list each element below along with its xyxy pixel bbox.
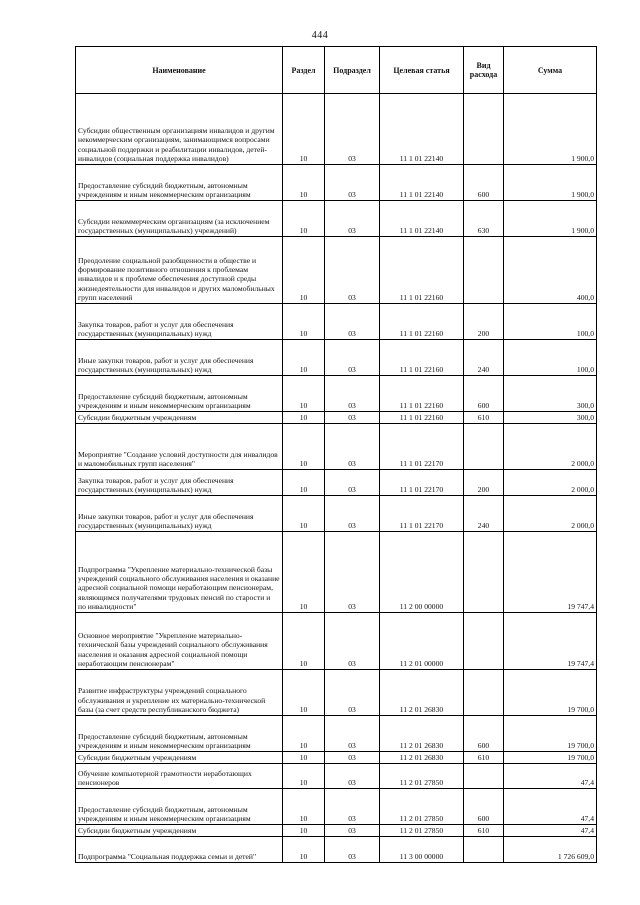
- row-name-cell: Предоставление субсидий бюджетным, автономным учреждениям и иным некоммерческим организациям: [76, 716, 283, 752]
- row-name-cell: Иные закупки товаров, работ и услуг для обеспечения государственных (муниципальных) нужд: [76, 340, 283, 376]
- row-expense-type-cell: 610: [464, 825, 504, 837]
- row-expense-type-cell: 600: [464, 376, 504, 412]
- row-target-cell: 11 2 00 00000: [380, 532, 464, 613]
- row-target-cell: 11 1 01 22170: [380, 496, 464, 532]
- row-target-cell: 11 1 01 22140: [380, 94, 464, 165]
- row-section-cell: 10: [283, 412, 325, 424]
- row-name-cell: Подпрограмма "Социальная поддержка семьи и детей": [76, 837, 283, 863]
- row-section-cell: 10: [283, 752, 325, 764]
- row-name-cell: Развитие инфраструктуры учреждений социального обслуживания и укрепление их материально-технической базы (за счет средств республиканского бюджета): [76, 670, 283, 716]
- row-target-cell: 11 1 01 22170: [380, 470, 464, 496]
- row-expense-type-cell: 630: [464, 201, 504, 237]
- row-name-cell: Основное мероприятие "Укрепление материально-технической базы учреждений социального обслуживания населения и оказания адресной социальной помощи неработающим пенсионерам": [76, 613, 283, 670]
- header-expense-type: Вид расхода: [464, 47, 504, 94]
- row-target-cell: 11 1 01 22160: [380, 304, 464, 340]
- row-subsection-cell: 03: [325, 825, 380, 837]
- table-row: [76, 412, 597, 424]
- row-section-cell: 10: [283, 340, 325, 376]
- row-section-cell: 10: [283, 613, 325, 670]
- row-name-cell: Субсидии бюджетным учреждениям: [76, 752, 283, 764]
- row-target-cell: 11 2 01 27850: [380, 789, 464, 825]
- row-section-cell: 10: [283, 789, 325, 825]
- row-target-cell: 11 1 01 22160: [380, 237, 464, 304]
- row-amount-cell: 19 700,0: [504, 716, 597, 752]
- table-header-row: [76, 47, 597, 94]
- row-name-cell: Иные закупки товаров, работ и услуг для обеспечения государственных (муниципальных) нужд: [76, 496, 283, 532]
- table-row: [76, 613, 597, 670]
- row-target-cell: 11 1 01 22160: [380, 376, 464, 412]
- table-row: [76, 340, 597, 376]
- table-row: [76, 201, 597, 237]
- row-subsection-cell: 03: [325, 412, 380, 424]
- row-amount-cell: 1 900,0: [504, 165, 597, 201]
- row-amount-cell: 300,0: [504, 376, 597, 412]
- row-section-cell: 10: [283, 764, 325, 789]
- row-name-cell: Закупка товаров, работ и услуг для обеспечения государственных (муниципальных) нужд: [76, 304, 283, 340]
- table-row: [76, 789, 597, 825]
- row-amount-cell: 400,0: [504, 237, 597, 304]
- row-section-cell: 10: [283, 237, 325, 304]
- row-expense-type-cell: 600: [464, 165, 504, 201]
- row-expense-type-cell: 600: [464, 716, 504, 752]
- row-target-cell: 11 3 00 00000: [380, 837, 464, 863]
- header-amount: Сумма: [504, 47, 597, 94]
- table-row: [76, 376, 597, 412]
- row-name-cell: Субсидии бюджетным учреждениям: [76, 412, 283, 424]
- row-expense-type-cell: [464, 764, 504, 789]
- row-name-cell: Предоставление субсидий бюджетным, автономным учреждениям и иным некоммерческим организациям: [76, 789, 283, 825]
- row-expense-type-cell: 200: [464, 470, 504, 496]
- row-expense-type-cell: 240: [464, 340, 504, 376]
- row-expense-type-cell: [464, 424, 504, 470]
- row-name-cell: Субсидии бюджетным учреждениям: [76, 825, 283, 837]
- row-section-cell: 10: [283, 470, 325, 496]
- table-row: [76, 165, 597, 201]
- row-subsection-cell: 03: [325, 837, 380, 863]
- row-expense-type-cell: 610: [464, 752, 504, 764]
- row-section-cell: 10: [283, 532, 325, 613]
- row-subsection-cell: 03: [325, 165, 380, 201]
- row-amount-cell: 100,0: [504, 340, 597, 376]
- row-amount-cell: 1 726 609,0: [504, 837, 597, 863]
- row-target-cell: 11 1 01 22140: [380, 165, 464, 201]
- row-subsection-cell: 03: [325, 752, 380, 764]
- row-subsection-cell: 03: [325, 532, 380, 613]
- row-target-cell: 11 1 01 22160: [380, 412, 464, 424]
- row-section-cell: 10: [283, 376, 325, 412]
- row-name-cell: Преодоление социальной разобщенности в обществе и формирование позитивного отношения к проблемам инвалидов и к проблеме обеспечения доступной среды жизнедеятельности для инвалидов и других маломобильных групп населений: [76, 237, 283, 304]
- row-amount-cell: 1 900,0: [504, 94, 597, 165]
- row-expense-type-cell: 610: [464, 412, 504, 424]
- row-amount-cell: 19 747,4: [504, 613, 597, 670]
- row-target-cell: 11 1 01 22170: [380, 424, 464, 470]
- row-target-cell: 11 2 01 26830: [380, 670, 464, 716]
- row-subsection-cell: 03: [325, 94, 380, 165]
- row-subsection-cell: 03: [325, 304, 380, 340]
- row-amount-cell: 2 000,0: [504, 470, 597, 496]
- table-row: [76, 837, 597, 863]
- row-section-cell: 10: [283, 304, 325, 340]
- row-amount-cell: 47,4: [504, 825, 597, 837]
- row-expense-type-cell: [464, 94, 504, 165]
- row-subsection-cell: 03: [325, 496, 380, 532]
- row-section-cell: 10: [283, 424, 325, 470]
- row-subsection-cell: 03: [325, 789, 380, 825]
- row-section-cell: 10: [283, 165, 325, 201]
- row-target-cell: 11 1 01 22160: [380, 340, 464, 376]
- row-expense-type-cell: 200: [464, 304, 504, 340]
- row-amount-cell: 2 000,0: [504, 496, 597, 532]
- header-section: Раздел: [283, 47, 325, 94]
- table-row: [76, 670, 597, 716]
- row-target-cell: 11 2 01 26830: [380, 716, 464, 752]
- row-expense-type-cell: [464, 670, 504, 716]
- row-subsection-cell: 03: [325, 237, 380, 304]
- row-name-cell: Предоставление субсидий бюджетным, автономным учреждениям и иным некоммерческим организациям: [76, 165, 283, 201]
- row-expense-type-cell: 240: [464, 496, 504, 532]
- row-section-cell: 10: [283, 496, 325, 532]
- row-subsection-cell: 03: [325, 470, 380, 496]
- row-amount-cell: 2 000,0: [504, 424, 597, 470]
- row-name-cell: Обучение компьютерной грамотности неработающих пенсионеров: [76, 764, 283, 789]
- row-amount-cell: 100,0: [504, 304, 597, 340]
- row-subsection-cell: 03: [325, 376, 380, 412]
- table-row: [76, 532, 597, 613]
- row-subsection-cell: 03: [325, 340, 380, 376]
- row-name-cell: Предоставление субсидий бюджетным, автономным учреждениям и иным некоммерческим организациям: [76, 376, 283, 412]
- row-subsection-cell: 03: [325, 716, 380, 752]
- row-section-cell: 10: [283, 94, 325, 165]
- row-expense-type-cell: [464, 837, 504, 863]
- row-amount-cell: 19 700,0: [504, 670, 597, 716]
- header-subsection: Подраздел: [325, 47, 380, 94]
- row-section-cell: 10: [283, 716, 325, 752]
- row-name-cell: Подпрограмма "Укрепление материально-технической базы учреждений социального обслуживания населения и оказание адресной социальной помощи неработающим пенсионерам, являющимся получателями трудовых пенсий по старости и по инвалидности": [76, 532, 283, 613]
- row-amount-cell: 47,4: [504, 789, 597, 825]
- row-amount-cell: 19 747,4: [504, 532, 597, 613]
- row-name-cell: Закупка товаров, работ и услуг для обеспечения государственных (муниципальных) нужд: [76, 470, 283, 496]
- table-row: [76, 496, 597, 532]
- row-name-cell: Субсидии общественным организациям инвалидов и другим некоммерческим организациям, занимающимся вопросами социальной поддержки и реабилитации инвалидов, детей-инвалидов (социальная поддержка инвалидов): [76, 94, 283, 165]
- row-section-cell: 10: [283, 825, 325, 837]
- row-name-cell: Субсидии некоммерческим организациям (за исключением государственных (муниципальных) учреждений): [76, 201, 283, 237]
- row-target-cell: 11 2 01 27850: [380, 764, 464, 789]
- row-subsection-cell: 03: [325, 424, 380, 470]
- row-amount-cell: 1 900,0: [504, 201, 597, 237]
- row-target-cell: 11 1 01 22140: [380, 201, 464, 237]
- page-number: 444: [311, 30, 329, 41]
- row-amount-cell: 300,0: [504, 412, 597, 424]
- table-row: [76, 94, 597, 165]
- table-row: [76, 424, 597, 470]
- table-row: [76, 304, 597, 340]
- row-expense-type-cell: 600: [464, 789, 504, 825]
- row-amount-cell: 47,4: [504, 764, 597, 789]
- table-row: [76, 825, 597, 837]
- row-name-cell: Мероприятие "Создание условий доступности для инвалидов и маломобильных групп населения": [76, 424, 283, 470]
- table-body: [76, 94, 597, 863]
- table-row: [76, 716, 597, 752]
- row-section-cell: 10: [283, 201, 325, 237]
- table-row: [76, 470, 597, 496]
- row-expense-type-cell: [464, 613, 504, 670]
- header-target: Целевая статья: [380, 47, 464, 94]
- row-target-cell: 11 2 01 27850: [380, 825, 464, 837]
- table-row: [76, 752, 597, 764]
- header-name: Наименование: [76, 47, 283, 94]
- row-subsection-cell: 03: [325, 764, 380, 789]
- row-subsection-cell: 03: [325, 670, 380, 716]
- row-target-cell: 11 2 01 00000: [380, 613, 464, 670]
- row-expense-type-cell: [464, 237, 504, 304]
- row-target-cell: 11 2 01 26830: [380, 752, 464, 764]
- table-row: [76, 237, 597, 304]
- table-row: [76, 764, 597, 789]
- row-amount-cell: 19 700,0: [504, 752, 597, 764]
- row-section-cell: 10: [283, 837, 325, 863]
- row-subsection-cell: 03: [325, 201, 380, 237]
- budget-table: [75, 46, 597, 863]
- row-section-cell: 10: [283, 670, 325, 716]
- row-expense-type-cell: [464, 532, 504, 613]
- row-subsection-cell: 03: [325, 613, 380, 670]
